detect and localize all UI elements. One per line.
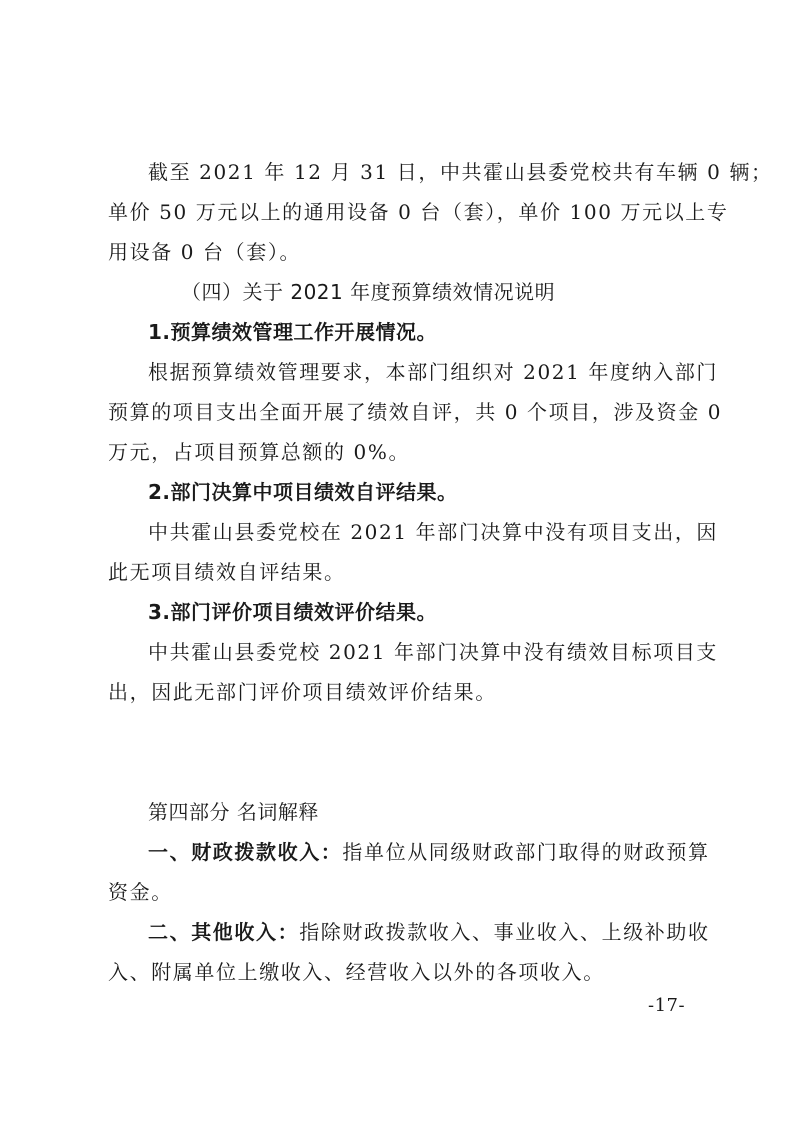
item3-line-1: 中共霍山县委党校 2021 年部门决算中没有绩效目标项目支 — [148, 640, 719, 664]
item3-heading: 3.部门评价项目绩效评价结果。 — [148, 600, 438, 624]
item2-line-1: 中共霍山县委党校在 2021 年部门决算中没有项目支出，因 — [148, 520, 719, 544]
section-four-heading: （四）关于 2021 年度预算绩效情况说明 — [181, 280, 556, 304]
item1-line-3: 万元，占项目预算总额的 0%。 — [108, 440, 411, 464]
item2-heading: 2.部门决算中项目绩效自评结果。 — [148, 480, 458, 504]
item1-line-2: 预算的项目支出全面开展了绩效自评，共 0 个项目，涉及资金 0 — [108, 400, 723, 424]
term1-line-2: 资金。 — [108, 880, 173, 904]
term2-text: 指除财政拨款收入、事业收入、上级补助收 — [299, 920, 710, 944]
vehicles-line-2: 单价 50 万元以上的通用设备 0 台（套），单价 100 万元以上专 — [108, 200, 729, 224]
page-number: -17- — [648, 995, 686, 1016]
vehicles-line-1: 截至 2021 年 12 月 31 日，中共霍山县委党校共有车辆 0 辆； — [148, 160, 773, 184]
term2-label: 二、其他收入： — [148, 920, 300, 944]
item2-line-2: 此无项目绩效自评结果。 — [108, 560, 346, 584]
term2-line-2: 入、附属单位上缴收入、经营收入以外的各项收入。 — [108, 960, 605, 984]
item1-line-1: 根据预算绩效管理要求，本部门组织对 2021 年度纳入部门 — [148, 360, 719, 384]
term1-line-1 — [148, 838, 710, 866]
term2-line-1 — [148, 918, 710, 946]
item1-heading: 1.预算绩效管理工作开展情况。 — [148, 320, 438, 344]
part-four-title: 第四部分 名词解释 — [148, 800, 319, 824]
item3-line-2: 出，因此无部门评价项目绩效评价结果。 — [108, 680, 497, 704]
term1-text: 指单位从同级财政部门取得的财政预算 — [342, 840, 710, 864]
vehicles-line-3: 用设备 0 台（套）。 — [108, 240, 302, 264]
term1-label: 一、财政拨款收入： — [148, 840, 343, 864]
